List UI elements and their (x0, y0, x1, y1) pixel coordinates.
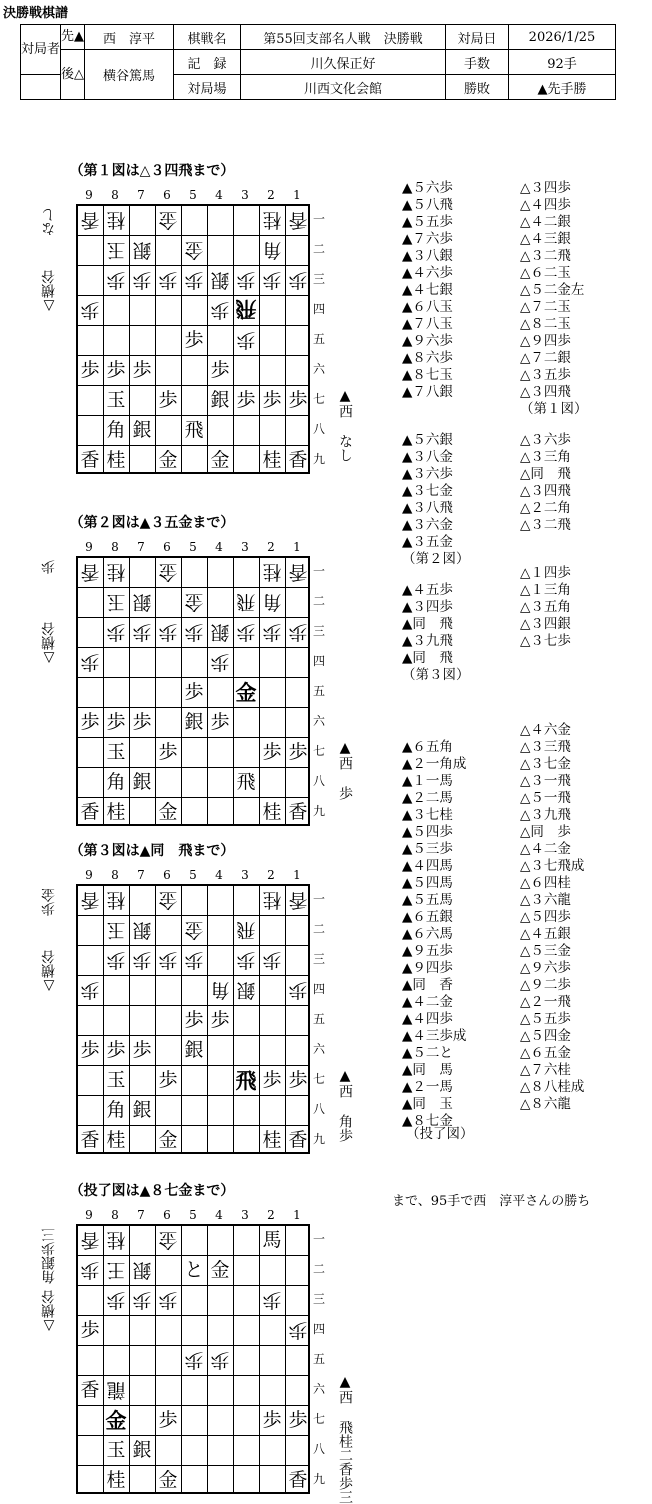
gote-piece: 歩 (184, 1349, 204, 1372)
sente-piece: 歩 (210, 358, 230, 381)
sente-piece: 歩 (158, 740, 178, 763)
row-number: 八 (312, 1102, 325, 1116)
gote-piece: 玉 (106, 591, 126, 614)
shogi-board (76, 1224, 310, 1494)
tesu-value: 92手 (509, 50, 616, 75)
gote-piece: 銀 (132, 1259, 152, 1282)
sente-piece: 香 (80, 448, 100, 471)
column-number: 1 (293, 540, 301, 554)
gote-piece: 金 (158, 209, 178, 232)
column-number: 7 (137, 868, 145, 882)
sente-piece: 歩 (210, 1008, 230, 1031)
sente-piece: 歩 (158, 388, 178, 411)
gote-piece: 桂 (262, 209, 282, 232)
gote-piece: 香 (288, 561, 308, 584)
diagram-caption: （第２図は▲３五金まで） (69, 515, 235, 531)
gote-piece: 歩 (106, 621, 126, 644)
sente-piece: 玉 (106, 1068, 126, 1091)
sente-piece: 歩 (288, 1408, 308, 1431)
row-number: 二 (312, 594, 325, 608)
kisen-label: 棋戦名 (174, 25, 241, 50)
column-number: 6 (163, 1208, 171, 1222)
row-number: 一 (312, 892, 325, 906)
column-number: 3 (241, 868, 249, 882)
column-number: 6 (163, 188, 171, 202)
place-label: 対局場 (174, 75, 241, 100)
sente-piece: 香 (80, 800, 100, 823)
sente-piece: 飛 (235, 1067, 257, 1093)
gote-piece: 角 (262, 239, 282, 262)
column-number: 2 (267, 868, 275, 882)
gote-piece: 歩 (288, 979, 308, 1002)
sente-piece: 金 (210, 448, 230, 471)
gote-piece: 歩 (106, 269, 126, 292)
sente-piece: 歩 (80, 710, 100, 733)
result-note: まで、95手で西 淳平さんの勝ち (392, 1194, 591, 1209)
sente-piece: 歩 (262, 1408, 282, 1431)
sente-piece: 飛 (236, 770, 256, 793)
moves-block2-gote: △３六歩 △３三角 △同 飛 △３四飛 △２二角 △３二飛 (520, 432, 571, 533)
kiroku-value: 川久保正好 (241, 50, 446, 75)
gote-piece: 角 (262, 591, 282, 614)
gote-piece: 王 (106, 1259, 126, 1282)
column-number: 3 (241, 540, 249, 554)
sente-hand-pieces: 歩 (337, 786, 353, 800)
column-number: 6 (163, 540, 171, 554)
gote-piece: 歩 (262, 1289, 282, 1312)
sente-piece: 桂 (106, 800, 126, 823)
sente-piece: 桂 (262, 1128, 282, 1151)
gote-piece: 銀 (132, 239, 152, 262)
column-numbers (76, 540, 310, 554)
sente-piece: 金 (158, 1468, 178, 1491)
sente-piece: 玉 (106, 740, 126, 763)
column-number: 7 (137, 1208, 145, 1222)
diagram-caption: （投了図は▲８七金まで） (69, 1183, 235, 1199)
sente-piece: 歩 (262, 388, 282, 411)
gote-piece: 桂 (262, 561, 282, 584)
column-number: 5 (189, 1208, 197, 1222)
gote-piece: 歩 (184, 621, 204, 644)
sente-piece: 歩 (288, 1068, 308, 1091)
sente-piece: 金 (158, 448, 178, 471)
sente-piece: 香 (80, 1378, 100, 1401)
row-number: 五 (312, 684, 325, 698)
shogi-board (76, 884, 310, 1154)
gote-piece: 歩 (210, 299, 230, 322)
column-number: 9 (85, 188, 93, 202)
column-number: 3 (241, 1208, 249, 1222)
row-number: 六 (312, 1382, 325, 1396)
gote-piece: 歩 (262, 269, 282, 292)
shogi-board (76, 556, 310, 826)
row-number: 一 (312, 564, 325, 578)
sente-piece: 金 (158, 1128, 178, 1151)
sente-piece: 玉 (106, 1438, 126, 1461)
gote-piece: 歩 (80, 1259, 100, 1282)
column-number: 1 (293, 188, 301, 202)
row-number: 三 (312, 952, 325, 966)
gote-piece: 歩 (288, 269, 308, 292)
row-number: 四 (312, 1322, 325, 1336)
gote-piece: 桂 (106, 209, 126, 232)
sente-piece: 銀 (184, 710, 204, 733)
gote-piece: 歩 (236, 269, 256, 292)
column-number: 4 (215, 188, 223, 202)
row-number: 三 (312, 1292, 325, 1306)
sente-piece: 金 (158, 800, 178, 823)
gote-piece: 歩 (184, 269, 204, 292)
gote-piece: 歩 (80, 979, 100, 1002)
sente-piece: 香 (80, 1128, 100, 1151)
sente-hand-pieces: 角歩 (337, 1114, 353, 1142)
column-number: 2 (267, 1208, 275, 1222)
gote-piece: 飛 (235, 297, 257, 323)
sente-piece: 桂 (262, 800, 282, 823)
sente-piece: 銀 (132, 1438, 152, 1461)
gote-piece: 銀 (132, 591, 152, 614)
gote-piece: 歩 (80, 651, 100, 674)
column-number: 2 (267, 188, 275, 202)
row-number: 七 (312, 744, 325, 758)
moves-block4-sente: ▲６五角 ▲２一角成 ▲１一馬 ▲２二馬 ▲３七桂 ▲５四歩 ▲５三歩 ▲４四馬 ▲５四馬 ▲５五馬 ▲６五銀 ▲６六馬 ▲９五歩 ▲９四歩 ▲同 香 ▲４二金 ▲４四歩 ▲４三歩成 ▲５二と ▲同 馬 ▲２一馬 ▲同 玉 ▲８七金 (402, 739, 467, 1129)
sente-piece: 歩 (132, 358, 152, 381)
gote-piece: 歩 (132, 1289, 152, 1312)
row-number: 六 (312, 714, 325, 728)
moves-block4-gote: △４六金 △３三飛 △３七金 △３一飛 △５一飛 △３九飛 △同 歩 △４二金 △３七飛成 △６四桂 △３六龍 △５四歩 △４五銀 △５三金 △９六歩 △９二歩 △２一飛 △５五歩 △５四金 △６五金 △７六桂 △８八桂成 △８六龍 (520, 722, 585, 1112)
column-number: 8 (111, 1208, 119, 1222)
gote-hand-pieces: 歩 (41, 560, 57, 574)
date-label: 対局日 (446, 25, 509, 50)
column-number: 3 (241, 188, 249, 202)
gote-player-label: △横谷 (41, 1290, 57, 1334)
row-number: 九 (312, 1132, 325, 1146)
moves-block1-sente: ▲５六歩 ▲５八飛 ▲５五歩 ▲７六歩 ▲３八銀 ▲４六歩 ▲４七銀 ▲６八玉 ▲７八玉 ▲９六歩 ▲８六歩 ▲８七玉 ▲７八銀 (402, 180, 453, 400)
gote-piece: 銀 (132, 919, 152, 942)
gote-hand-pieces: なし (41, 208, 57, 236)
row-numbers (312, 1224, 326, 1494)
row-number: 七 (312, 1412, 325, 1426)
sente-piece: 香 (288, 1468, 308, 1491)
row-number: 四 (312, 302, 325, 316)
column-number: 1 (293, 1208, 301, 1222)
document-title: 決勝戦棋譜 (3, 6, 69, 21)
row-number: 八 (312, 1442, 325, 1456)
column-number: 5 (189, 188, 197, 202)
gote-piece: 飛 (236, 591, 256, 614)
sente-piece: 歩 (184, 680, 204, 703)
sente-piece: 飛 (184, 418, 204, 441)
column-number: 8 (111, 868, 119, 882)
column-number: 5 (189, 540, 197, 554)
row-number: 七 (312, 1072, 325, 1086)
game-info-table (20, 24, 616, 100)
gote-piece: 金 (184, 239, 204, 262)
result-label: 勝敗 (446, 75, 509, 100)
row-number: 五 (312, 1352, 325, 1366)
shogi-board (76, 204, 310, 474)
row-number: 六 (312, 1042, 325, 1056)
sente-piece: 銀 (132, 418, 152, 441)
gote-piece: 歩 (106, 949, 126, 972)
row-number: 六 (312, 362, 325, 376)
gote-piece: 歩 (80, 299, 100, 322)
gote-piece: 歩 (158, 621, 178, 644)
sente-piece: 歩 (262, 740, 282, 763)
gote-piece: 香 (288, 889, 308, 912)
place-value: 川西文化会館 (241, 75, 446, 100)
sente-piece: 桂 (106, 1468, 126, 1491)
sente-piece: 歩 (132, 1038, 152, 1061)
column-number: 9 (85, 868, 93, 882)
sente-piece: 歩 (132, 710, 152, 733)
gote-piece: 歩 (158, 1289, 178, 1312)
gote-piece: 玉 (106, 919, 126, 942)
column-number: 6 (163, 868, 171, 882)
gote-piece: 桂 (106, 1229, 126, 1252)
row-number: 八 (312, 774, 325, 788)
column-number: 9 (85, 1208, 93, 1222)
sente-piece: 銀 (132, 770, 152, 793)
gote-piece: 金 (184, 919, 204, 942)
gote-piece: 金 (158, 561, 178, 584)
row-number: 三 (312, 272, 325, 286)
sente-piece: 金 (210, 1258, 230, 1281)
gote-piece: 歩 (132, 621, 152, 644)
sente-piece: 桂 (106, 448, 126, 471)
moves-block1-gote: △３四歩 △４四歩 △４二銀 △４三銀 △３二飛 △６二玉 △５二金左 △７二玉 △８二玉 △９四歩 △７二銀 △３五歩 △３四飛 （第１図） (520, 180, 588, 417)
row-number: 一 (312, 212, 325, 226)
gote-piece: 玉 (106, 239, 126, 262)
sente-piece: 銀 (184, 1038, 204, 1061)
sente-piece: 歩 (158, 1408, 178, 1431)
sente-piece: 歩 (106, 1038, 126, 1061)
gote-player-label: △横谷 (41, 270, 57, 314)
row-number: 四 (312, 982, 325, 996)
sente-piece: 銀 (210, 388, 230, 411)
column-number: 7 (137, 540, 145, 554)
gote-piece: 歩 (236, 621, 256, 644)
result-value: ▲先手勝 (509, 75, 616, 100)
sente-hand-pieces: 飛桂二香歩三 (337, 1420, 353, 1504)
row-numbers (312, 204, 326, 474)
row-numbers (312, 884, 326, 1154)
gote-piece: 歩 (106, 1289, 126, 1312)
sente-piece: 歩 (288, 388, 308, 411)
row-number: 九 (312, 804, 325, 818)
sente-piece: 角 (106, 418, 126, 441)
column-number: 4 (215, 540, 223, 554)
column-number: 7 (137, 188, 145, 202)
gote-piece: 銀 (210, 269, 230, 292)
gote-hand-pieces: 角銀歩三 (41, 1228, 57, 1284)
gote-piece: 香 (80, 561, 100, 584)
gote-piece: 歩 (262, 949, 282, 972)
row-number: 三 (312, 624, 325, 638)
gote-name: 横谷篤馬 (85, 50, 174, 100)
row-numbers (312, 556, 326, 826)
column-number: 4 (215, 1208, 223, 1222)
row-number: 五 (312, 1012, 325, 1026)
gote-piece: 歩 (184, 949, 204, 972)
sente-piece: 歩 (184, 328, 204, 351)
row-number: 九 (312, 452, 325, 466)
kisen-value: 第55回支部名人戦 決勝戦 (241, 25, 446, 50)
gote-piece: 香 (80, 209, 100, 232)
gote-piece: 金 (158, 1229, 178, 1252)
gote-piece: 歩 (210, 1349, 230, 1372)
row-number: 七 (312, 392, 325, 406)
gote-piece: 香 (80, 1229, 100, 1252)
gote-piece: 銀 (210, 621, 230, 644)
row-number: 四 (312, 654, 325, 668)
gote-hand-pieces: 歩金 (41, 888, 57, 916)
moves-block3-gote: △１四歩 △１三角 △３五角 △３四銀 △３七歩 (520, 565, 571, 649)
column-number: 8 (111, 540, 119, 554)
gote-piece: 香 (288, 209, 308, 232)
moves-block2-sente: ▲５六銀 ▲３八金 ▲３六歩 ▲３七金 ▲３八飛 ▲３六金 ▲３五金 （第２図） (402, 432, 470, 567)
toryo-label: （投了図） (406, 1126, 474, 1142)
gote-piece: 桂 (262, 889, 282, 912)
column-number: 4 (215, 868, 223, 882)
sente-hand-pieces: なし (337, 434, 353, 462)
column-numbers (76, 868, 310, 882)
sente-piece: 歩 (80, 1318, 100, 1341)
tesu-label: 手数 (446, 50, 509, 75)
diagram-caption: （第３図は▲同 飛まで） (69, 843, 235, 859)
sente-piece: 歩 (80, 358, 100, 381)
sente-piece: 馬 (262, 1228, 282, 1251)
date-value: 2026/1/25 (509, 25, 616, 50)
sente-piece: 角 (106, 770, 126, 793)
sente-piece: 香 (288, 800, 308, 823)
sente-piece: 歩 (184, 1008, 204, 1031)
row-number: 二 (312, 1262, 325, 1276)
kiroku-label: 記 録 (174, 50, 241, 75)
row-number: 八 (312, 422, 325, 436)
sente-piece: 銀 (132, 1098, 152, 1121)
column-number: 8 (111, 188, 119, 202)
row-number: 一 (312, 1232, 325, 1246)
sente-piece: 桂 (262, 448, 282, 471)
column-number: 1 (293, 868, 301, 882)
gote-piece: 歩 (132, 949, 152, 972)
sente-piece: 桂 (106, 1128, 126, 1151)
sente-name: 西 淳平 (85, 25, 174, 50)
sente-player-label: ▲西 (337, 1068, 353, 1098)
column-number: 9 (85, 540, 93, 554)
gote-piece: 歩 (158, 269, 178, 292)
sente-mark: 先▲ (61, 25, 85, 50)
gote-player-label: △横谷 (41, 622, 57, 666)
gote-piece: 金 (184, 591, 204, 614)
sente-piece: 歩 (262, 1068, 282, 1091)
column-number: 2 (267, 540, 275, 554)
gote-piece: 歩 (288, 621, 308, 644)
sente-player-label: ▲西 (337, 1374, 353, 1404)
sente-piece: 角 (106, 1098, 126, 1121)
taikyokusha-spacer (21, 75, 61, 100)
gote-piece: 角 (210, 979, 230, 1002)
row-number: 二 (312, 242, 325, 256)
sente-piece: と (184, 1258, 204, 1281)
gote-piece: 歩 (236, 949, 256, 972)
sente-piece: 歩 (288, 740, 308, 763)
gote-piece: 桂 (106, 889, 126, 912)
gote-player-label: △横谷 (41, 950, 57, 994)
sente-piece: 香 (288, 1128, 308, 1151)
gote-piece: 歩 (132, 269, 152, 292)
gote-mark: 後△ (61, 50, 85, 100)
taikyokusha-label: 対局者 (21, 25, 61, 75)
gote-piece: 銀 (236, 979, 256, 1002)
moves-block3-sente: ▲４五歩 ▲３四歩 ▲同 飛 ▲３九飛 ▲同 飛 （第３図） (402, 582, 470, 683)
diagram-caption: （第１図は△３四飛まで） (69, 163, 235, 179)
gote-piece: 龍 (106, 1379, 126, 1402)
row-number: 九 (312, 1472, 325, 1486)
sente-piece: 歩 (210, 710, 230, 733)
gote-piece: 金 (158, 889, 178, 912)
gote-piece: 歩 (210, 651, 230, 674)
row-number: 五 (312, 332, 325, 346)
sente-piece: 歩 (236, 388, 256, 411)
sente-piece: 香 (288, 448, 308, 471)
gote-piece: 歩 (262, 621, 282, 644)
gote-piece: 桂 (106, 561, 126, 584)
column-numbers (76, 188, 310, 202)
sente-player-label: ▲西 (337, 740, 353, 770)
sente-piece: 歩 (80, 1038, 100, 1061)
column-number: 5 (189, 868, 197, 882)
gote-piece: 飛 (236, 919, 256, 942)
gote-piece: 歩 (288, 1319, 308, 1342)
row-number: 二 (312, 922, 325, 936)
sente-piece: 歩 (106, 710, 126, 733)
gote-piece: 歩 (236, 329, 256, 352)
sente-piece: 歩 (106, 358, 126, 381)
gote-piece: 歩 (158, 949, 178, 972)
sente-piece: 歩 (158, 1068, 178, 1091)
sente-player-label: ▲西 (337, 388, 353, 418)
column-numbers (76, 1208, 310, 1222)
gote-piece: 香 (80, 889, 100, 912)
sente-piece: 金 (235, 679, 257, 705)
sente-piece: 玉 (106, 388, 126, 411)
sente-piece: 金 (105, 1407, 127, 1433)
